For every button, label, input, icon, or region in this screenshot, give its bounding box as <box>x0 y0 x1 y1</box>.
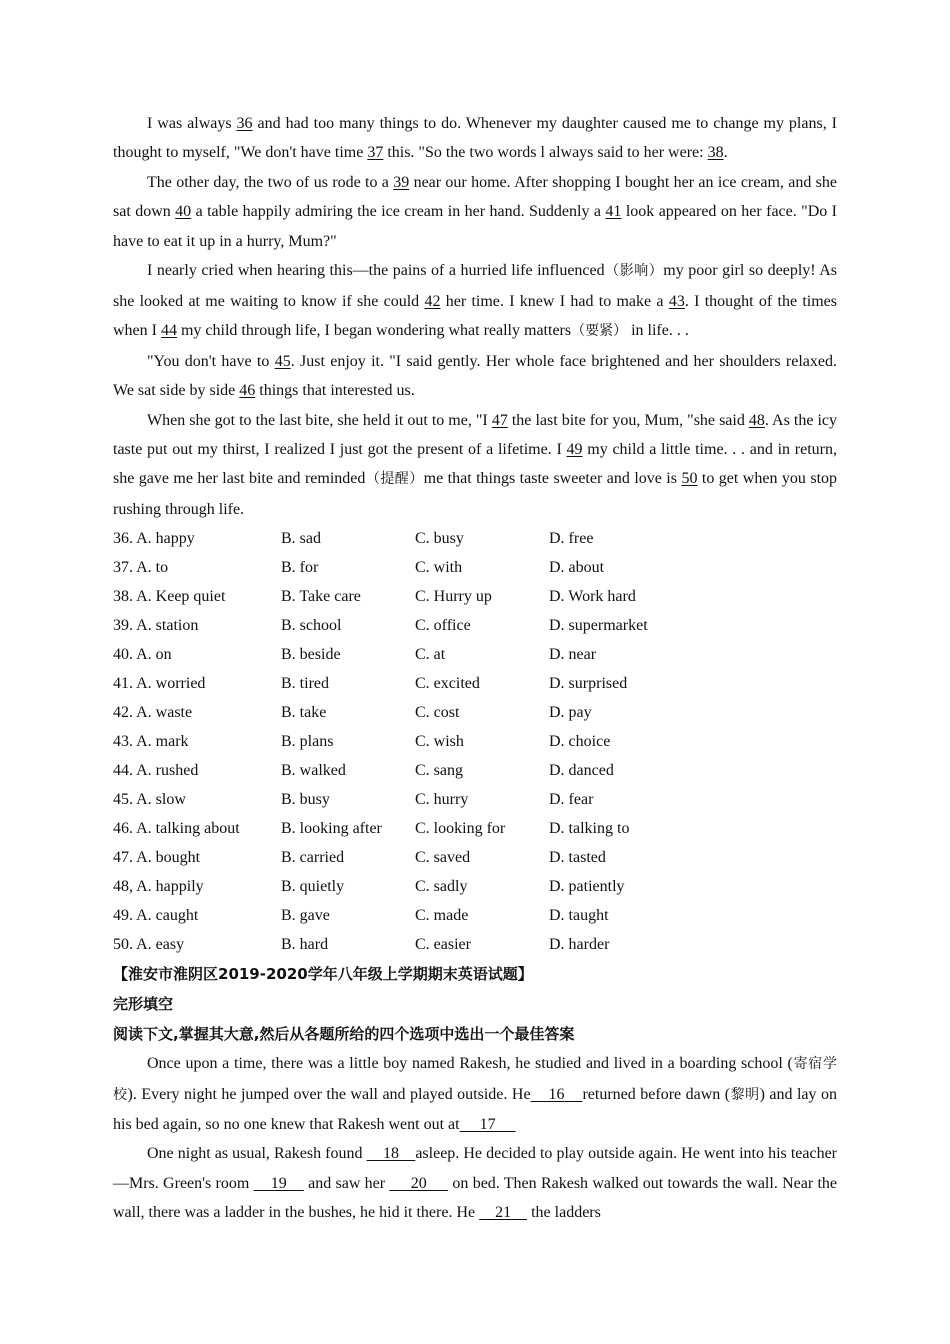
text: "You don't have to <box>147 352 275 370</box>
blank-18: 18 <box>366 1145 416 1163</box>
option-b: B. quietly <box>281 878 345 896</box>
text: my poor girl so deeply! As she looked at me waiting to know if she could <box>113 262 838 310</box>
option-d: D. supermarket <box>549 617 648 635</box>
option-c: C. easier <box>415 936 471 954</box>
option-b: B. walked <box>281 762 346 780</box>
option-c: C. made <box>415 907 469 925</box>
blank-16: 16 <box>530 1085 583 1103</box>
blank-47: 47 <box>491 411 508 429</box>
text: I nearly cried when hearing this—the pains of a hurried life influenced <box>147 262 605 280</box>
option-row <box>113 901 837 930</box>
option-row <box>113 640 837 669</box>
blank-20: 20 <box>389 1174 449 1192</box>
text: . Just enjoy it. "I said gently. Her whole face brightened and her shoulders relaxed. We sat side by side <box>113 352 838 400</box>
option-row <box>113 582 837 611</box>
blank-37: 37 <box>367 144 384 162</box>
option-row <box>113 872 837 901</box>
text: my child through life, I began wondering what really matters <box>176 322 572 340</box>
option-c: C. excited <box>415 675 480 693</box>
text: the last bite for you, Mum, "she said <box>507 411 749 429</box>
text: . I thought of the times when I <box>113 292 837 340</box>
option-d: D. taught <box>549 907 609 925</box>
blank-49: 49 <box>566 441 583 459</box>
option-row <box>113 843 837 872</box>
chinese-gloss: 黎明 <box>730 1086 760 1103</box>
option-d: D. harder <box>549 936 610 954</box>
text: a table happily admiring the ice cream in her hand. Suddenly a <box>191 203 606 221</box>
option-b: B. sad <box>281 530 321 548</box>
option-c: C. busy <box>415 530 464 548</box>
options-list <box>113 524 837 959</box>
passage1-paragraph-4 <box>113 347 837 406</box>
option-c: C. looking for <box>415 820 506 838</box>
blank-21: 21 <box>479 1204 528 1222</box>
option-row <box>113 727 837 756</box>
blank-42: 42 <box>424 292 441 310</box>
option-a: 45. A. slow <box>113 791 186 809</box>
option-b: B. tired <box>281 675 329 693</box>
passage1-paragraph-2 <box>113 168 837 256</box>
option-c: C. sang <box>415 762 463 780</box>
option-a: 44. A. rushed <box>113 762 199 780</box>
passage2-paragraph-1 <box>113 1049 837 1139</box>
chinese-gloss: （提醒） <box>365 471 424 488</box>
text: ). Every night he jumped over the wall and played outside. He <box>127 1085 531 1103</box>
blank-41: 41 <box>605 203 622 221</box>
blank-44: 44 <box>160 322 177 340</box>
blank-39: 39 <box>393 173 410 191</box>
option-d: D. fear <box>549 791 594 809</box>
option-a: 41. A. worried <box>113 675 206 693</box>
option-d: D. tasted <box>549 849 606 867</box>
option-d: D. free <box>549 530 594 548</box>
section-type: 完形填空 <box>113 995 174 1014</box>
option-b: B. hard <box>281 936 329 954</box>
option-row <box>113 611 837 640</box>
option-row <box>113 785 837 814</box>
passage1-paragraph-1 <box>113 109 837 168</box>
option-a: 43. A. mark <box>113 733 189 751</box>
option-b: B. looking after <box>281 820 382 838</box>
option-b: B. beside <box>281 646 341 664</box>
option-b: B. gave <box>281 907 330 925</box>
text: The other day, the two of us rode to a <box>147 173 394 191</box>
option-c: C. cost <box>415 704 460 722</box>
option-d: D. patiently <box>549 878 625 896</box>
option-d: D. surprised <box>549 675 628 693</box>
text: in life. . . <box>627 322 689 340</box>
section-instruction: 阅读下文,掌握其大意,然后从各题所给的四个选项中选出一个最佳答案 <box>113 1025 575 1044</box>
text: on bed. Then Rakesh walked out towards the wall. Near the wall, there was a ladder in the bushes, he hid it there. He <box>113 1174 838 1222</box>
option-c: C. with <box>415 559 463 577</box>
text: and had too many things to do. Whenever my daughter caused me to change my plans, I thought to myself, "We don't have time <box>113 115 838 162</box>
option-a: 46. A. talking about <box>113 820 240 838</box>
blank-36: 36 <box>236 115 253 132</box>
option-c: C. hurry <box>415 791 469 809</box>
option-row <box>113 524 837 553</box>
option-d: D. danced <box>549 762 614 780</box>
option-d: D. about <box>549 559 605 577</box>
chinese-gloss: （影响） <box>604 263 664 280</box>
option-b: B. take <box>281 704 327 722</box>
text: When she got to the last bite, she held it out to me, "I <box>147 411 492 429</box>
option-c: C. Hurry up <box>415 588 492 606</box>
text: One night as usual, Rakesh found <box>147 1145 367 1163</box>
exam-page <box>113 109 837 1228</box>
option-row <box>113 553 837 582</box>
option-row <box>113 814 837 843</box>
blank-17: 17 <box>459 1116 516 1134</box>
passage2-paragraph-2 <box>113 1139 837 1227</box>
option-b: B. busy <box>281 791 330 809</box>
option-c: C. wish <box>415 733 464 751</box>
text: I was always <box>147 115 237 132</box>
option-b: B. school <box>281 617 342 635</box>
option-a: 50. A. easy <box>113 936 185 954</box>
option-a: 48, A. happily <box>113 878 204 896</box>
option-a: 49. A. caught <box>113 907 199 925</box>
text: to get when you stop rushing through life. <box>113 470 838 518</box>
option-a: 39. A. station <box>113 617 199 635</box>
option-d: D. choice <box>549 733 611 751</box>
option-d: D. talking to <box>549 820 630 838</box>
option-row <box>113 930 837 959</box>
option-d: D. near <box>549 646 597 664</box>
option-d: D. pay <box>549 704 592 722</box>
text: this. "So the two words l always said to her were: <box>383 144 708 162</box>
text: returned before dawn ( <box>582 1085 731 1103</box>
blank-45: 45 <box>274 352 291 370</box>
passage1-paragraph-5 <box>113 406 837 525</box>
text: asleep. He decided to play outside again. He went into his teacher—Mrs. Green's room <box>113 1145 838 1192</box>
option-row <box>113 756 837 785</box>
text: me that things taste sweeter and love is <box>423 470 682 488</box>
text: my child a little time. . . and in return, she gave me her last bite and reminded <box>113 441 838 488</box>
option-a: 42. A. waste <box>113 704 193 722</box>
chinese-gloss: 寄宿学校 <box>113 1056 838 1103</box>
blank-48: 48 <box>748 411 765 429</box>
blank-43: 43 <box>668 292 685 310</box>
option-b: B. plans <box>281 733 334 751</box>
blank-50: 50 <box>681 470 698 488</box>
option-a: 40. A. on <box>113 646 172 664</box>
passage1-paragraph-3 <box>113 256 837 347</box>
option-row <box>113 698 837 727</box>
text: near our home. After shopping I bought her an ice cream, and she sat down <box>113 173 837 221</box>
option-c: C. sadly <box>415 878 468 896</box>
blank-38: 38 <box>707 144 724 162</box>
option-c: C. office <box>415 617 471 635</box>
option-c: C. saved <box>415 849 471 867</box>
option-d: D. Work hard <box>549 588 636 606</box>
option-a: 38. A. Keep quiet <box>113 588 226 606</box>
section-source-title: 【淮安市淮阴区2019-2020学年八年级上学期期末英语试题】 <box>113 965 533 984</box>
text: her time. I knew I had to make a <box>440 292 669 310</box>
text: . As the icy taste put out my thirst, I realized I just got the present of a lifetime. I <box>113 411 838 459</box>
chinese-gloss: （要紧） <box>571 323 628 340</box>
option-row <box>113 669 837 698</box>
option-a: 36. A. happy <box>113 530 195 548</box>
option-a: 37. A. to <box>113 559 169 577</box>
blank-19: 19 <box>253 1174 304 1192</box>
text: and saw her <box>303 1174 390 1192</box>
text: Once upon a time, there was a little boy named Rakesh, he studied and lived in a boarding school ( <box>147 1055 793 1073</box>
option-b: B. carried <box>281 849 345 867</box>
blank-46: 46 <box>239 382 256 400</box>
text: look appeared on her face. "Do I have to eat it up in a hurry, Mum?" <box>113 203 838 250</box>
text: ) and lay on his bed again, so no one knew that Rakesh went out at <box>113 1085 838 1134</box>
option-b: B. Take care <box>281 588 361 606</box>
option-a: 47. A. bought <box>113 849 201 867</box>
text: things that interested us. <box>255 382 415 400</box>
option-b: B. for <box>281 559 319 577</box>
blank-40: 40 <box>175 203 192 221</box>
option-c: C. at <box>415 646 446 664</box>
text: the ladders <box>527 1204 601 1222</box>
text: . <box>723 144 728 162</box>
